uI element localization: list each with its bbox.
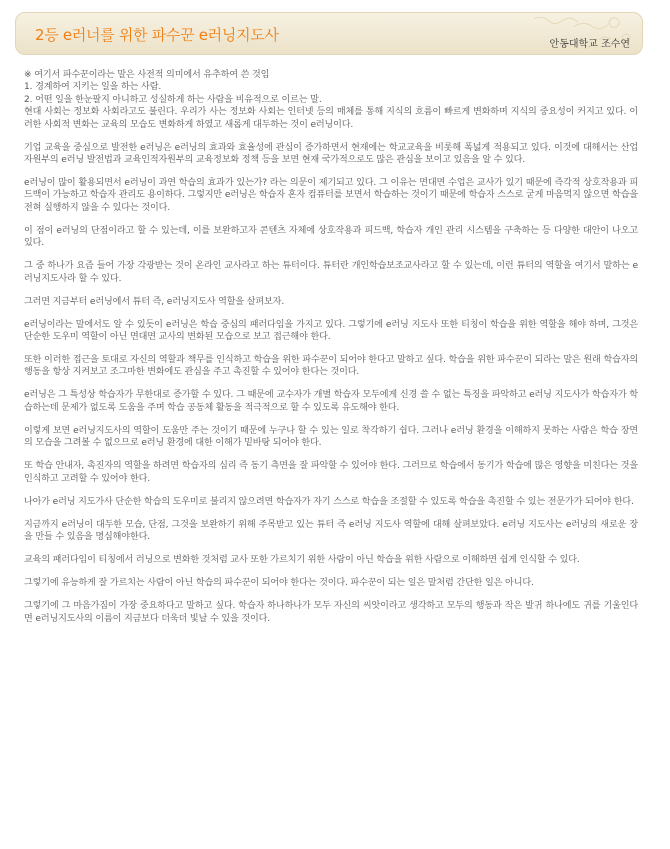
paragraph: e러닝이 많이 활용되면서 e러닝이 과연 학습의 효과가 있는가? 라는 의문이 제기되고 있다. 그 이유는 면대면 수업은 교사가 있기 때문에 즉각적 상호작용과 피드백이 가능하고 학습자 관리도 용이하다. 그렇지만 e러닝은 학습자 혼자 컴퓨터를 보면서 학습하는 것이기 때문에 학습자 스스로 굳게 마음먹지 않으면 학습을 전혀 실행하지 않을 수 있다는 것이다. bbox=[24, 178, 638, 213]
paragraph: 또한 이러한 접근을 토대로 자신의 역할과 책무를 인식하고 학습을 위한 파수꾼이 되어야 한다고 말하고 싶다. 학습을 위한 파수꾼이 되라는 말은 원래 학습자의 행동을 항상 지켜보고 조그마한 변화에도 관심을 주고 촉진할 수 있어야 한다는 것이다. bbox=[24, 355, 638, 378]
paragraph: 이렇게 보면 e러닝지도사의 역할이 도움만 주는 것이기 때문에 누구나 할 수 있는 일로 착각하기 쉽다. 그러나 e러닝 환경을 이해하지 못하는 사람은 학습 장면의 모습을 그려볼 수 없으므로 e러닝 환경에 대한 이해가 밑바탕 되어야 한다. bbox=[24, 425, 638, 449]
author-name: 안동대학교 조수연 bbox=[549, 39, 630, 50]
note-line: 1. 경계하여 지키는 일을 하는 사람. bbox=[24, 82, 162, 93]
paragraph: 현대 사회는 정보화 사회라고도 불린다. 우리가 사는 정보화 사회는 인터넷 등의 매체를 통해 지식의 흐름이 빠르게 변화하며 지식의 중요성이 커지고 있다. 이러한 사회적 변화는 교육의 모습도 변화하게 하였고 새롭게 대두하는 것이 e러닝이다. bbox=[24, 107, 638, 130]
article-body bbox=[24, 69, 638, 636]
paragraph: 그렇기에 유능하게 잘 가르치는 사람이 아닌 학습의 파수꾼이 되어야 한다는 것이다. 파수꾼이 되는 일은 말처럼 간단한 일은 아니다. bbox=[24, 578, 534, 589]
paragraph: 기업 교육을 중심으로 발전한 e러닝은 e러닝의 효과와 효율성에 관심이 증가하면서 현재에는 학교교육을 비롯해 폭넓게 적용되고 있다. 이것에 대해서는 산업자원부의 e러닝 발전법과 교육인적자원부의 교육정보화 정책 등을 보면 현재 국가적으로도 많은 관심을 보이고 있음을 알 수 있다. bbox=[24, 142, 638, 166]
paragraph: e러닝은 그 특성상 학습자가 무한대로 증가할 수 있다. 그 때문에 교수자가 개별 학습자 모두에게 신경 쓸 수 없는 특징을 파악하고 e러닝 지도사가 학습자가 학습하는데 문제가 없도록 도움을 주며 학습 공동체 활동을 적극적으로 할 수 있도록 유도해야 한다. bbox=[24, 390, 638, 413]
paragraph: 그렇기에 그 마음가짐이 가장 중요하다고 말하고 싶다. 학습자 하나하나가 모두 자신의 씨앗이라고 생각하고 모두의 행동과 작은 발귀 하나에도 귀를 기울인다면 e러닝지도사의 이름이 지금보다 더욱더 빛날 수 있을 것이다. bbox=[24, 601, 638, 624]
paragraph: 나아가 e러닝 지도가사 단순한 학습의 도우미로 불리지 않으려면 학습자가 자기 스스로 학습을 조절할 수 있도록 학습을 촉진할 수 있는 전문가가 되어야 한다. bbox=[24, 496, 634, 507]
definition-note bbox=[24, 69, 638, 106]
page-header bbox=[15, 12, 643, 55]
paragraph: 교육의 패러다임이 티칭에서 러닝으로 변화한 것처럼 교사 또한 가르치기 위한 사람이 아닌 학습을 위한 사람으로 이해하면 쉽게 인식할 수 있다. bbox=[24, 555, 580, 566]
paragraph: 그러면 지금부터 e러닝에서 튜터 즉, e러닝지도사 역할을 살펴보자. bbox=[24, 296, 285, 307]
note-line: 2. 어떤 일을 한눈팔지 아니하고 성실하게 하는 사람을 비유적으로 이르는 말. bbox=[24, 94, 322, 105]
paragraph: 지금까지 e러닝이 대두한 모습, 단점, 그것을 보완하기 위해 주목받고 있는 튜터 즉 e러닝 지도사 역할에 대해 살펴보았다. e러닝 지도사는 e러닝의 새로운 장을 만들 수 있음을 명심해야한다. bbox=[24, 519, 638, 543]
note-line: ※ 여기서 파수꾼이라는 말은 사전적 의미에서 유추하여 쓴 것임 bbox=[24, 70, 270, 80]
paragraph: e러닝이라는 말에서도 알 수 있듯이 e러닝은 학습 중심의 패러다임을 가지고 있다. 그렇기에 e러닝 지도사 또한 티칭이 학습을 위한 역할을 해야 하며, 그것은 단순한 도우미 역할이 아닌 면대면 교사의 변화된 모습으로 보고 접근해야 한다. bbox=[24, 319, 638, 343]
page-title: 2등 e러너를 위한 파수꾼 e러닝지도사 bbox=[35, 26, 279, 44]
paragraph: 그 중 하나가 요즘 들어 가장 각광받는 것이 온라인 교사라고 하는 튜터이다. 튜터란 개인학습보조교사라고 할 수 있는데, 이런 튜터의 역할을 여기서 말하는 e러닝지도사라 할 수 있다. bbox=[24, 261, 638, 284]
paragraph: 이 점이 e러닝의 단점이라고 할 수 있는데, 이를 보완하고자 콘텐츠 자체에 상호작용과 피드백, 학습자 개인 관리 시스템을 구축하는 등 다양한 대안이 나오고 있다. bbox=[24, 225, 638, 249]
paragraph: 또 학습 안내자, 촉진자의 역할을 하려면 학습자의 심리 즉 동기 측면을 잘 파악할 수 있어야 한다. 그러므로 학습에서 동기가 학습에 많은 영향을 미친다는 것을 인식하고 고려할 수 있어야 한다. bbox=[24, 461, 638, 484]
